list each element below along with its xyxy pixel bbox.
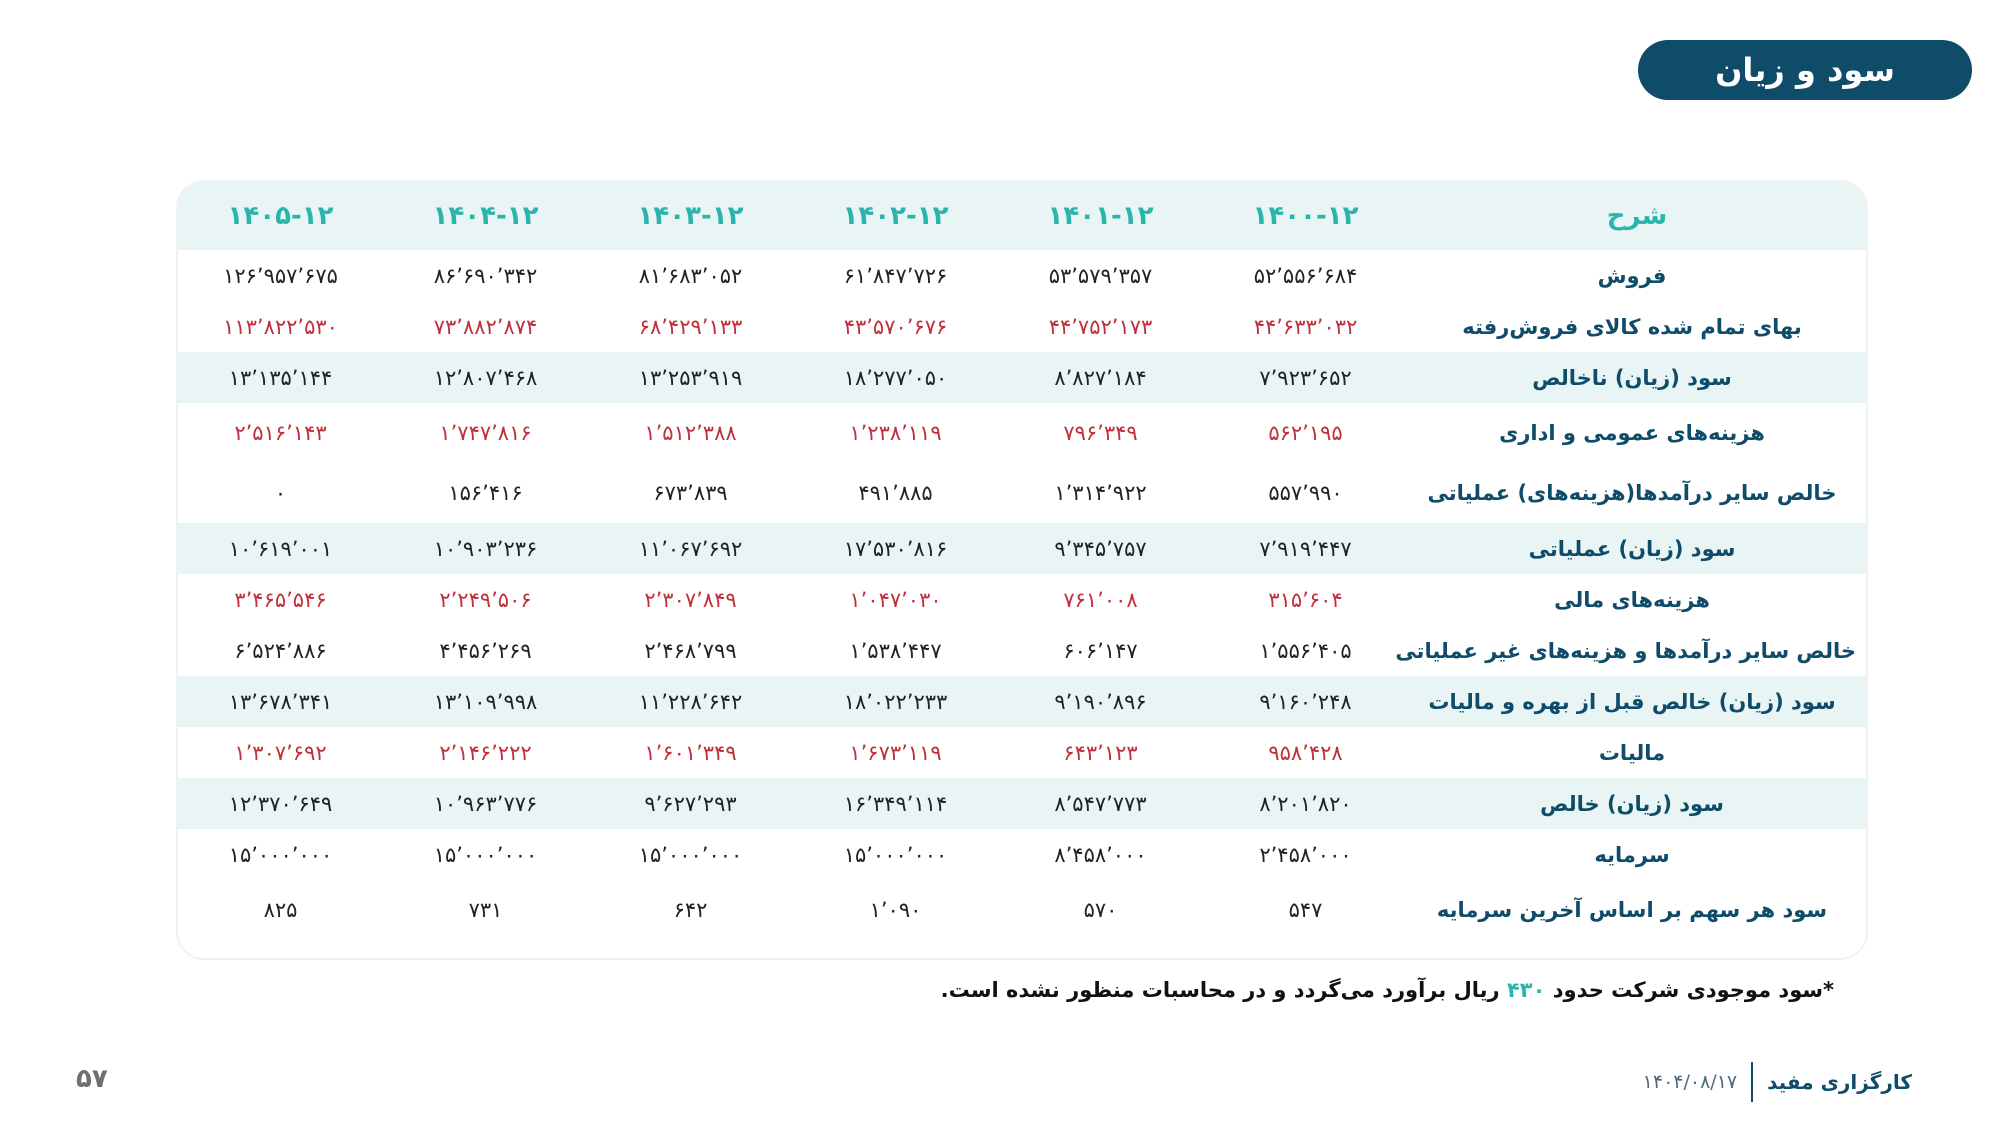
table-cell-value: ۵۲٬۵۵۶٬۶۸۴ [1253,263,1358,288]
column-header-description: شرح [1606,201,1668,231]
table-row [178,829,1866,880]
table-cell-value: ۶۴۳٬۱۲۳ [1063,740,1138,765]
table-cell-value: ۱۳٬۱۳۵٬۱۴۴ [228,365,333,390]
table-cell-value: ۴۳٬۵۷۰٬۶۷۶ [843,314,948,339]
table-cell-value: ۱۵٬۰۰۰٬۰۰۰ [433,842,538,867]
table-cell-value: ۱۷٬۵۳۰٬۸۱۶ [843,536,948,561]
table-row [178,778,1866,829]
table-cell-value: ۱٬۵۳۸٬۴۴۷ [849,638,942,663]
table-cell-value: ۱۳٬۲۵۳٬۹۱۹ [638,365,743,390]
table-cell-value: ۱۶٬۳۴۹٬۱۱۴ [843,791,948,816]
income-statement-table [178,182,1866,940]
column-header-year: ۱۴۰۴-۱۲ [432,201,539,231]
table-cell-value: ۱٬۵۱۲٬۳۸۸ [644,421,737,445]
table-cell-value: ۲٬۱۴۶٬۲۲۲ [439,740,532,765]
table-cell-value: ۱٬۳۰۷٬۶۹۲ [234,740,327,765]
table-cell-value: ۶۷۳٬۸۳۹ [653,481,728,505]
table-cell-value: ۱۰٬۹۶۳٬۷۷۶ [433,791,538,816]
table-cell-value: ۴۴٬۷۵۲٬۱۷۳ [1048,314,1153,339]
row-label: بهای تمام شده کالای فروش‌رفته [1462,314,1802,339]
table-cell-value: ۹٬۱۹۰٬۸۹۶ [1054,689,1147,714]
table-cell-value: ۹۵۸٬۴۲۸ [1268,740,1343,765]
table-cell-value: ۴۴٬۶۳۳٬۰۳۲ [1253,314,1358,339]
table-cell-value: ۲٬۳۰۷٬۸۴۹ [644,587,737,612]
table-cell-value: ۱۲٬۳۷۰٬۶۴۹ [228,791,333,816]
page-number: ۵۷ [76,1064,108,1094]
row-label: سود (زیان) خالص [1540,791,1724,816]
row-label: فروش [1597,263,1667,288]
table-cell-value: ۱۳٬۱۰۹٬۹۹۸ [433,689,538,714]
footer-brand-block [1643,1060,1912,1104]
table-cell-value: ۱۵٬۰۰۰٬۰۰۰ [638,842,743,867]
row-label: هزینه‌های مالی [1554,587,1710,612]
table-cell-value: ۶۴۲ [673,898,708,922]
table-row [178,574,1866,625]
table-cell-value: ۶۸٬۴۲۹٬۱۳۳ [638,314,743,339]
table-cell-value: ۲٬۵۱۶٬۱۴۳ [234,421,327,445]
table-row [178,727,1866,778]
table-cell-value: ۸٬۴۵۸٬۰۰۰ [1054,842,1147,867]
table-cell-value: ۳۱۵٬۶۰۴ [1268,587,1343,612]
table-cell-value: ۱۰٬۶۱۹٬۰۰۱ [228,536,333,561]
table-cell-value: ۷۳٬۸۸۲٬۸۷۴ [433,314,538,339]
table-cell-value: ۳٬۴۶۵٬۵۴۶ [234,587,327,612]
table-cell-value: ۱۱۳٬۸۲۲٬۵۳۰ [223,314,338,339]
table-cell-value: ۶۱٬۸۴۷٬۷۲۶ [843,263,948,288]
table-cell-value: ۸٬۸۲۷٬۱۸۴ [1054,365,1147,390]
table-cell-value: ۷۳۱ [468,898,503,922]
table-cell-value: ۸۶٬۶۹۰٬۳۴۲ [433,263,538,288]
table-cell-value: ۲٬۲۴۹٬۵۰۶ [439,587,532,612]
table-cell-value: ۱٬۶۷۳٬۱۱۹ [849,740,942,765]
footnote-prefix: *سود موجودی شرکت حدود [1552,978,1834,1002]
table-row [178,352,1866,403]
footer-divider [1751,1062,1753,1102]
table-cell-value: ۱۳٬۶۷۸٬۳۴۱ [228,689,333,714]
table-cell-value: ۱۲٬۸۰۷٬۴۶۸ [433,365,538,390]
column-header-year: ۱۴۰۱-۱۲ [1047,201,1154,231]
table-row [178,523,1866,574]
footnote-suffix: ریال برآورد می‌گردد و در محاسبات منظور نشده است. [940,978,1500,1002]
table-cell-value: ۵۴۷ [1288,898,1323,922]
table-cell-value: ۵۳٬۵۷۹٬۳۵۷ [1048,263,1153,288]
table-cell-value: ۱۵٬۰۰۰٬۰۰۰ [843,842,948,867]
table-row [178,250,1866,301]
row-label: هزینه‌های عمومی و اداری [1499,421,1765,445]
page-title: سود و زیان [1638,40,1972,100]
table-cell-value: ۵۷۰ [1083,898,1118,922]
row-label: سرمایه [1594,842,1670,867]
table-cell-value: ۱۰٬۹۰۳٬۲۳۶ [433,536,538,561]
footnote [941,978,1834,1002]
table-cell-value: ۷۶۱٬۰۰۸ [1063,587,1138,612]
table-row [178,676,1866,727]
table-cell-value: ۸۲۵ [263,898,298,922]
table-cell-value: ۱٬۰۹۰ [869,898,922,922]
table-row [178,403,1866,463]
table-cell-value: ۱۸٬۲۷۷٬۰۵۰ [843,365,948,390]
table-cell-value: ۴۹۱٬۸۸۵ [858,481,933,505]
table-row [178,463,1866,523]
table-cell-value: ۱۱٬۲۲۸٬۶۴۲ [638,689,743,714]
table-cell-value: ۹٬۶۲۷٬۲۹۳ [644,791,737,816]
table-cell-value: ۱۸٬۰۲۲٬۲۳۳ [843,689,948,714]
table-cell-value: ۷۹۶٬۳۴۹ [1063,421,1138,445]
column-header-year: ۱۴۰۲-۱۲ [842,201,949,231]
report-date: ۱۴۰۴/۰۸/۱۷ [1642,1071,1738,1093]
table-cell-value: ۲٬۴۶۸٬۷۹۹ [644,638,737,663]
table-cell-value: ۱۵۶٬۴۱۶ [448,481,523,505]
table-cell-value: ۴٬۴۵۶٬۲۶۹ [439,638,532,663]
table-cell-value: ۹٬۳۴۵٬۷۵۷ [1054,536,1147,561]
table-cell-value: ۸٬۲۰۱٬۸۲۰ [1259,791,1352,816]
footnote-value: ۴۳۰ [1506,978,1546,1002]
table-cell-value: ۱٬۳۱۴٬۹۲۲ [1054,481,1147,505]
row-label: خالص سایر درآمدها(هزینه‌های) عملیاتی [1427,481,1837,505]
row-label: سود (زیان) خالص قبل از بهره و مالیات [1428,689,1836,714]
table-cell-value: ۱۱٬۰۶۷٬۶۹۲ [638,536,743,561]
table-cell-value: ۰ [274,481,287,505]
table-cell-value: ۱٬۶۰۱٬۳۴۹ [644,740,737,765]
income-statement-table-card [176,180,1868,960]
table-cell-value: ۵۶۲٬۱۹۵ [1268,421,1343,445]
table-cell-value: ۷٬۹۱۹٬۴۴۷ [1259,536,1352,561]
table-cell-value: ۹٬۱۶۰٬۲۴۸ [1259,689,1352,714]
row-label: سود (زیان) عملیاتی [1528,536,1736,561]
column-header-year: ۱۴۰۵-۱۲ [227,201,334,231]
table-cell-value: ۸۱٬۶۸۳٬۰۵۲ [638,263,743,288]
column-header-year: ۱۴۰۰-۱۲ [1252,201,1359,231]
table-cell-value: ۱٬۷۴۷٬۸۱۶ [439,421,532,445]
table-cell-value: ۷٬۹۲۳٬۶۵۲ [1259,365,1352,390]
table-row [178,301,1866,352]
row-label: مالیات [1598,740,1666,765]
table-cell-value: ۲٬۴۵۸٬۰۰۰ [1259,842,1352,867]
row-label: سود هر سهم بر اساس آخرین سرمایه [1436,898,1828,922]
row-label: خالص سایر درآمدها و هزینه‌های غیر عملیاتی [1395,638,1856,663]
table-row [178,625,1866,676]
table-cell-value: ۶۰۶٬۱۴۷ [1063,638,1138,663]
table-cell-value: ۶٬۵۲۴٬۸۸۶ [234,638,327,663]
table-cell-value: ۵۵۷٬۹۹۰ [1268,481,1343,505]
table-header-row [178,182,1866,250]
table-row [178,880,1866,940]
column-header-year: ۱۴۰۳-۱۲ [637,201,744,231]
table-cell-value: ۱۵٬۰۰۰٬۰۰۰ [228,842,333,867]
table-cell-value: ۱۲۶٬۹۵۷٬۶۷۵ [223,263,338,288]
row-label: سود (زیان) ناخالص [1532,365,1732,390]
table-cell-value: ۱٬۰۴۷٬۰۳۰ [849,587,942,612]
table-cell-value: ۱٬۲۳۸٬۱۱۹ [849,421,942,445]
brand-name: کارگزاری مفید [1767,1070,1912,1094]
table-cell-value: ۸٬۵۴۷٬۷۷۳ [1054,791,1147,816]
table-cell-value: ۱٬۵۵۶٬۴۰۵ [1259,638,1352,663]
